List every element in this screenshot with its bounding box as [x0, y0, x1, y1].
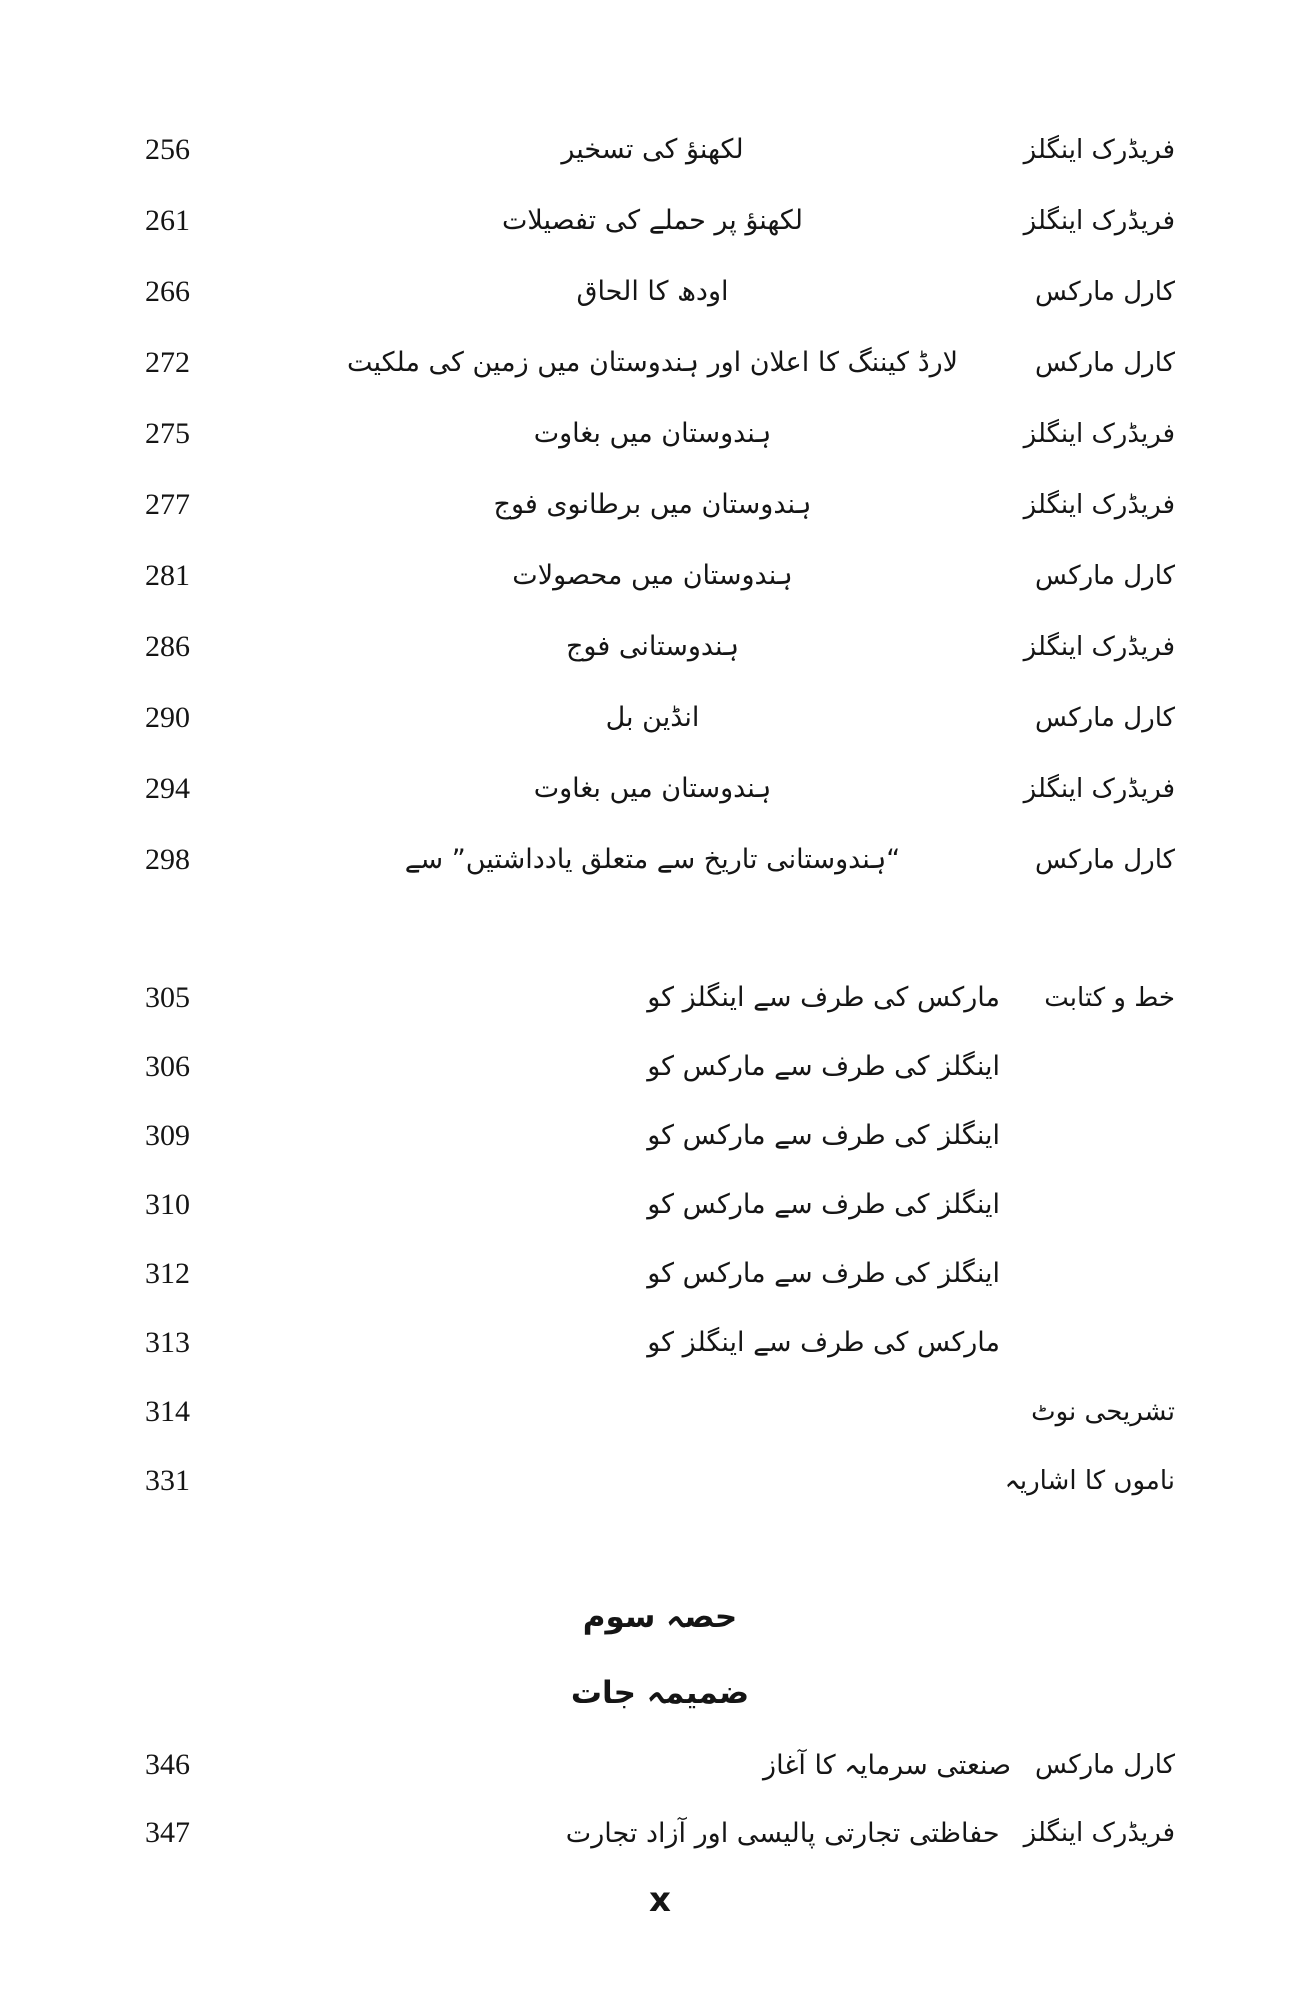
entry-title: صنعتی سرمایہ کا آغاز [763, 1749, 1012, 1781]
page-number: 256 [145, 132, 190, 166]
page-number: 309 [145, 1118, 190, 1152]
toc-row [145, 1032, 1175, 1101]
page-number: 312 [145, 1256, 190, 1290]
toc-row [145, 540, 1175, 611]
entry-title: “ہندوستانی تاریخ سے متعلق یادداشتیں” سے [404, 844, 901, 875]
page-number: 314 [145, 1394, 190, 1428]
appendices-heading: ضمیمہ جات [570, 1675, 750, 1711]
section-gap [145, 1515, 1175, 1579]
toc-row [145, 753, 1175, 824]
entry-title: ہندوستان میں برطانوی فوج [493, 489, 812, 520]
entry-title: مارکس کی طرف سے اینگلز کو [647, 1327, 1000, 1358]
author-name: فریڈرک اینگلز [1023, 773, 1175, 804]
entry-title: اودھ کا الحاق [576, 276, 729, 307]
part-three-heading: حصہ سوم [582, 1599, 738, 1635]
entry-title: ہندوستان میں محصولات [512, 560, 793, 591]
toc-row [145, 1731, 1175, 1799]
entry-label: تشریحی نوٹ [1031, 1396, 1175, 1427]
page-number: 305 [145, 980, 190, 1014]
toc-row [145, 1239, 1175, 1308]
appendices-section [145, 1731, 1175, 1867]
author-name: کارل مارکس [1035, 347, 1175, 378]
page-number: 298 [145, 842, 190, 876]
entry-title: لارڈ کیننگ کا اعلان اور ہندوستان میں زمین کی ملکیت [346, 347, 959, 378]
author-name: فریڈرک اینگلز [1023, 489, 1175, 520]
toc-row [145, 469, 1175, 540]
page-number: 331 [145, 1463, 190, 1497]
page-number: 306 [145, 1049, 190, 1083]
entry-title: مارکس کی طرف سے اینگلز کو [647, 982, 1000, 1013]
author-name: کارل مارکس [1035, 276, 1175, 307]
author-name: فریڈرک اینگلز [1023, 631, 1175, 662]
toc-row [145, 1170, 1175, 1239]
toc-row [145, 611, 1175, 682]
author-name: کارل مارکس [1035, 560, 1175, 591]
toc-row [145, 1446, 1175, 1515]
toc-row [145, 682, 1175, 753]
entry-title: اینگلز کی طرف سے مارکس کو [647, 1120, 1000, 1151]
toc-row [145, 327, 1175, 398]
toc-row [145, 185, 1175, 256]
page-number: 346 [145, 1748, 190, 1781]
toc-main-section [145, 114, 1175, 895]
toc-row [145, 256, 1175, 327]
section-gap [145, 895, 1175, 963]
entry-title: ہندوستان میں بغاوت [533, 418, 772, 449]
author-name: کارل مارکس [1035, 1750, 1175, 1780]
letters-section-label: خط و کتابت [1044, 982, 1175, 1013]
page-number: 272 [145, 345, 190, 379]
page-number: 266 [145, 274, 190, 308]
author-name: فریڈرک اینگلز [1023, 418, 1175, 449]
toc-row [145, 963, 1175, 1032]
letters-section [145, 963, 1175, 1515]
author-name: کارل مارکس [1035, 702, 1175, 733]
toc-row [145, 1377, 1175, 1446]
entry-title: حفاظتی تجارتی پالیسی اور آزاد تجارت [565, 1817, 1000, 1849]
page-number: 313 [145, 1325, 190, 1359]
entry-label: ناموں کا اشاریہ [1004, 1465, 1175, 1496]
toc-row [145, 1308, 1175, 1377]
toc-row [145, 1799, 1175, 1867]
entry-title: لکھنؤ کی تسخیر [561, 134, 744, 165]
page-number: 294 [145, 771, 190, 805]
entry-title: اینگلز کی طرف سے مارکس کو [647, 1051, 1000, 1082]
entry-title: لکھنؤ پر حملے کی تفصیلات [501, 205, 804, 236]
footer-page-number: x [649, 1880, 671, 1920]
toc-row [145, 114, 1175, 185]
author-name: کارل مارکس [1035, 844, 1175, 875]
entry-title: ہندوستانی فوج [565, 631, 740, 662]
entry-title: اینگلز کی طرف سے مارکس کو [647, 1189, 1000, 1220]
toc-row [145, 1101, 1175, 1170]
page-number: 281 [145, 558, 190, 592]
page-number: 310 [145, 1187, 190, 1221]
page-number: 286 [145, 629, 190, 663]
page-number: 277 [145, 487, 190, 521]
page-number: 347 [145, 1816, 190, 1849]
author-name: فریڈرک اینگلز [1023, 205, 1175, 236]
author-name: فریڈرک اینگلز [1023, 134, 1175, 165]
toc-row [145, 824, 1175, 895]
entry-title: انڈین بل [605, 702, 700, 733]
page-number: 261 [145, 203, 190, 237]
author-name: فریڈرک اینگلز [1023, 1818, 1175, 1848]
toc-row [145, 398, 1175, 469]
entry-title: ہندوستان میں بغاوت [533, 773, 772, 804]
page-number: 290 [145, 700, 190, 734]
entry-title: اینگلز کی طرف سے مارکس کو [647, 1258, 1000, 1289]
page-number: 275 [145, 416, 190, 450]
